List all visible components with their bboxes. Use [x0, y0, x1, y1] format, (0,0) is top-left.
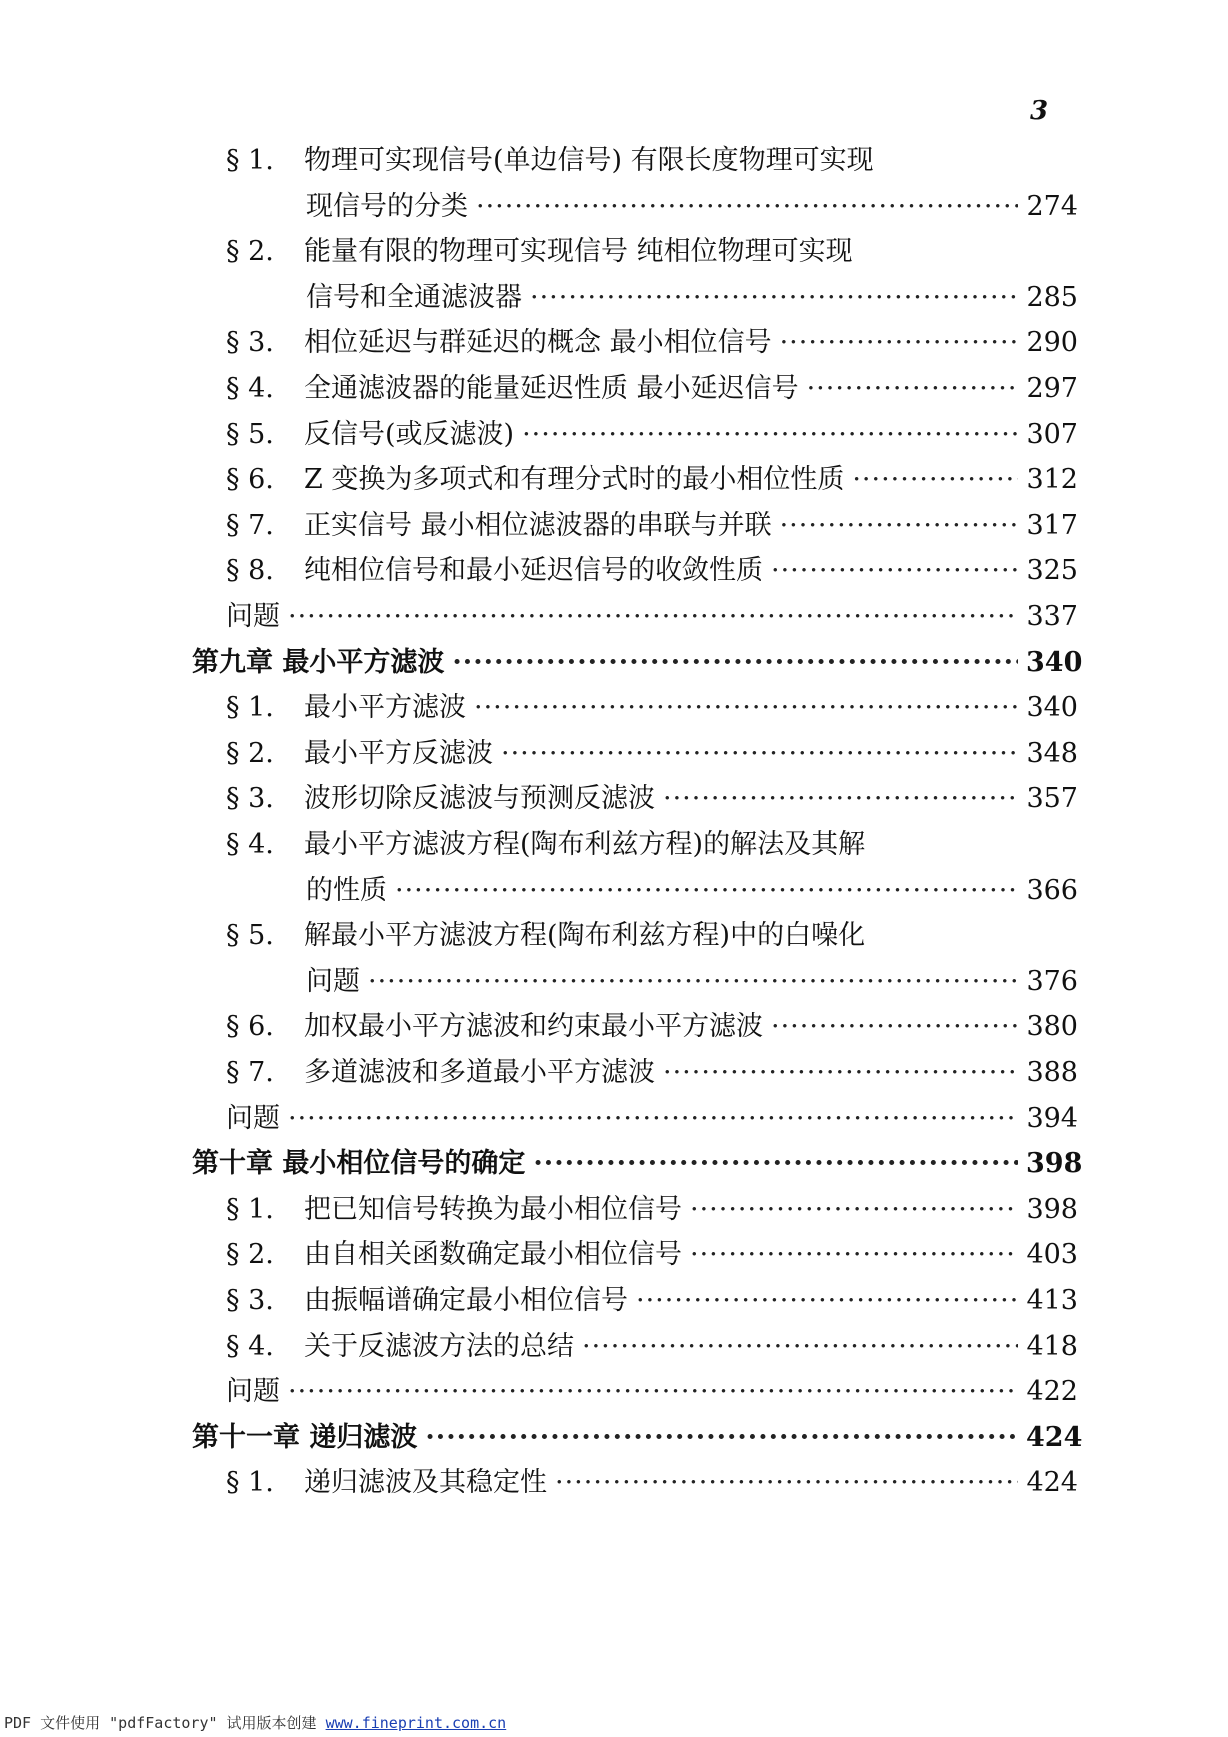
- toc-page-number: 376: [1026, 965, 1078, 997]
- toc-page-number: 398: [1026, 1193, 1078, 1225]
- toc-section-number: § 4.: [226, 1330, 274, 1362]
- toc-entry-title: 现信号的分类: [306, 190, 468, 222]
- toc-section-number: § 7.: [226, 1057, 274, 1088]
- toc-leader-dots: [690, 1239, 1018, 1270]
- toc-section-number: § 3.: [226, 327, 274, 359]
- toc-entry-title: 全通滤波器的能量延迟性质 最小延迟信号: [304, 373, 799, 404]
- pdf-footer: [4, 1712, 506, 1733]
- toc-row: [226, 412, 1078, 451]
- toc-entry-title: 多道滤波和多道最小平方滤波: [304, 1057, 655, 1088]
- toc-page-number: 422: [1026, 1376, 1078, 1408]
- toc-page-number: 394: [1026, 1102, 1078, 1134]
- toc-chapter-row: [192, 1141, 1083, 1180]
- toc-row: [306, 275, 1078, 314]
- toc-page-number: 357: [1026, 783, 1078, 815]
- toc-entry-title: 波形切除反滤波与预测反滤波: [304, 783, 655, 815]
- toc-entry-title: 纯相位信号和最小延迟信号的收敛性质: [304, 555, 763, 587]
- toc-leader-dots: [501, 738, 1018, 769]
- toc-leader-dots: [771, 1011, 1018, 1042]
- toc-section-number: § 1.: [226, 692, 274, 724]
- toc-entry-title: 第十章 最小相位信号的确定: [192, 1148, 526, 1180]
- toc-row: [226, 366, 1078, 405]
- toc-leader-dots: [780, 327, 1018, 358]
- toc-entry-title: 第十一章 递归滤波: [192, 1421, 418, 1453]
- toc-entry-title: 最小平方反滤波: [304, 737, 493, 769]
- toc-page-number: 307: [1026, 418, 1078, 450]
- toc-leader-dots: [288, 601, 1018, 632]
- toc-section-number: § 1.: [226, 1193, 274, 1225]
- toc-section-number: § 7.: [226, 509, 274, 541]
- toc-section-number: § 5.: [226, 920, 274, 952]
- toc-section-number: § 2.: [226, 737, 274, 769]
- toc-row: [226, 1460, 1078, 1499]
- toc-row: [226, 1369, 1078, 1408]
- toc-section-number: § 4.: [226, 373, 274, 404]
- toc-entry-title: 加权最小平方滤波和约束最小平方滤波: [304, 1011, 763, 1043]
- toc-page-number: 337: [1026, 601, 1078, 632]
- toc-leader-dots: [690, 1194, 1018, 1225]
- toc-row: [226, 776, 1078, 815]
- toc-page-number: 403: [1026, 1239, 1078, 1271]
- toc-entry-title: 解最小平方滤波方程(陶布利兹方程)中的白噪化: [304, 920, 866, 952]
- toc-row: [226, 229, 853, 268]
- toc-section-number: § 5.: [226, 418, 274, 450]
- toc-row: [306, 184, 1078, 223]
- toc-leader-dots: [533, 1148, 1018, 1179]
- toc-section-number: § 2.: [226, 236, 274, 268]
- toc-entry-title: 问题: [226, 1102, 280, 1134]
- toc-page-number: 366: [1026, 874, 1078, 906]
- toc-section-number: § 3.: [226, 783, 274, 815]
- toc-leader-dots: [771, 555, 1018, 586]
- toc-entry-title: 由自相关函数确定最小相位信号: [304, 1239, 682, 1271]
- toc-leader-dots: [288, 1376, 1018, 1407]
- toc-leader-dots: [474, 692, 1018, 723]
- toc-page-number: 418: [1026, 1330, 1078, 1362]
- toc-row: [226, 685, 1078, 724]
- toc-leader-dots: [530, 282, 1018, 313]
- toc-page-number: 413: [1026, 1285, 1078, 1316]
- toc-leader-dots: [425, 1422, 1018, 1453]
- toc-leader-dots: [522, 419, 1018, 450]
- toc-row: [226, 548, 1078, 587]
- toc-page-number: 348: [1026, 737, 1078, 769]
- toc-page-number: 398: [1026, 1148, 1083, 1180]
- toc-entry-title: 问题: [306, 965, 360, 997]
- toc-entry-title: 关于反滤波方法的总结: [304, 1330, 574, 1362]
- toc-row: [226, 1324, 1078, 1363]
- toc-page-number: 424: [1026, 1467, 1078, 1499]
- toc-row: [226, 503, 1078, 542]
- toc-row: [226, 320, 1078, 359]
- toc-leader-dots: [663, 1057, 1018, 1088]
- toc-leader-dots: [395, 875, 1018, 906]
- toc-section-number: § 2.: [226, 1239, 274, 1271]
- toc-entry-title: 的性质: [306, 874, 387, 906]
- toc-row: [306, 868, 1078, 907]
- toc-row: [226, 138, 874, 177]
- toc-page-number: 312: [1026, 464, 1078, 496]
- toc-section-number: § 4.: [226, 829, 274, 860]
- toc-leader-dots: [582, 1331, 1018, 1362]
- toc-entry-title: 问题: [226, 601, 280, 632]
- toc-row: [226, 1232, 1078, 1271]
- toc-row: [226, 1050, 1078, 1089]
- toc-row: [226, 731, 1078, 770]
- toc-chapter-row: [192, 1415, 1083, 1454]
- toc-leader-dots: [663, 783, 1018, 814]
- toc-leader-dots: [288, 1103, 1018, 1134]
- toc-page-number: 285: [1026, 281, 1078, 313]
- toc-leader-dots: [476, 191, 1018, 222]
- toc-page-number: 388: [1026, 1057, 1078, 1088]
- toc-page-number: 297: [1026, 373, 1078, 404]
- toc-entry-title: 由振幅谱确定最小相位信号: [304, 1285, 628, 1316]
- page-number: 3: [1030, 96, 1049, 126]
- toc-entry-title: 第九章 最小平方滤波: [192, 646, 445, 678]
- toc-page-number: 380: [1026, 1011, 1078, 1043]
- toc-page-number: 340: [1026, 692, 1078, 724]
- toc-section-number: § 1.: [226, 145, 274, 176]
- toc-leader-dots: [368, 966, 1018, 997]
- toc-entry-title: 信号和全通滤波器: [306, 281, 522, 313]
- toc-row: [226, 594, 1078, 633]
- toc-leader-dots: [452, 647, 1018, 678]
- toc-leader-dots: [780, 510, 1018, 541]
- toc-chapter-row: [192, 640, 1083, 679]
- toc-row: [226, 913, 865, 952]
- toc-entry-title: 最小平方滤波方程(陶布利兹方程)的解法及其解: [304, 829, 866, 860]
- toc-entry-title: 把已知信号转换为最小相位信号: [304, 1193, 682, 1225]
- toc-section-number: § 1.: [226, 1467, 274, 1499]
- toc-page-number: 325: [1026, 555, 1078, 587]
- toc-leader-dots: [852, 464, 1018, 495]
- toc-section-number: § 6.: [226, 464, 274, 496]
- toc-entry-title: 能量有限的物理可实现信号 纯相位物理可实现: [304, 236, 853, 268]
- toc-entry-title: 反信号(或反滤波): [304, 418, 515, 450]
- toc-entry-title: 相位延迟与群延迟的概念 最小相位信号: [304, 327, 772, 359]
- toc-section-number: § 8.: [226, 555, 274, 587]
- toc-page-number: 317: [1026, 509, 1078, 541]
- toc-row: [226, 1278, 1078, 1317]
- toc-leader-dots: [555, 1467, 1018, 1498]
- toc-entry-title: 物理可实现信号(单边信号) 有限长度物理可实现: [304, 145, 874, 176]
- toc-row: [306, 959, 1078, 998]
- toc-page-number: 340: [1026, 646, 1083, 678]
- toc-row: [226, 457, 1078, 496]
- toc-section-number: § 3.: [226, 1285, 274, 1316]
- toc-page-number: 274: [1026, 190, 1078, 222]
- toc-entry-title: 递归滤波及其稳定性: [304, 1467, 547, 1499]
- toc-row: [226, 1096, 1078, 1135]
- toc-leader-dots: [807, 373, 1018, 404]
- toc-entry-title: Z 变换为多项式和有理分式时的最小相位性质: [304, 464, 845, 496]
- toc-section-number: § 6.: [226, 1011, 274, 1043]
- footer-text: PDF 文件使用 "pdfFactory" 试用版本创建: [4, 1714, 326, 1732]
- toc-row: [226, 1004, 1078, 1043]
- toc-page-number: 290: [1026, 327, 1078, 359]
- toc-page-number: 424: [1026, 1421, 1083, 1453]
- toc-entry-title: 最小平方滤波: [304, 692, 466, 724]
- toc-entry-title: 正实信号 最小相位滤波器的串联与并联: [304, 509, 772, 541]
- footer-link[interactable]: www.fineprint.com.cn: [325, 1714, 507, 1732]
- toc-entry-title: 问题: [226, 1376, 280, 1408]
- toc-row: [226, 822, 865, 861]
- toc-row: [226, 1187, 1078, 1226]
- toc-leader-dots: [636, 1285, 1018, 1316]
